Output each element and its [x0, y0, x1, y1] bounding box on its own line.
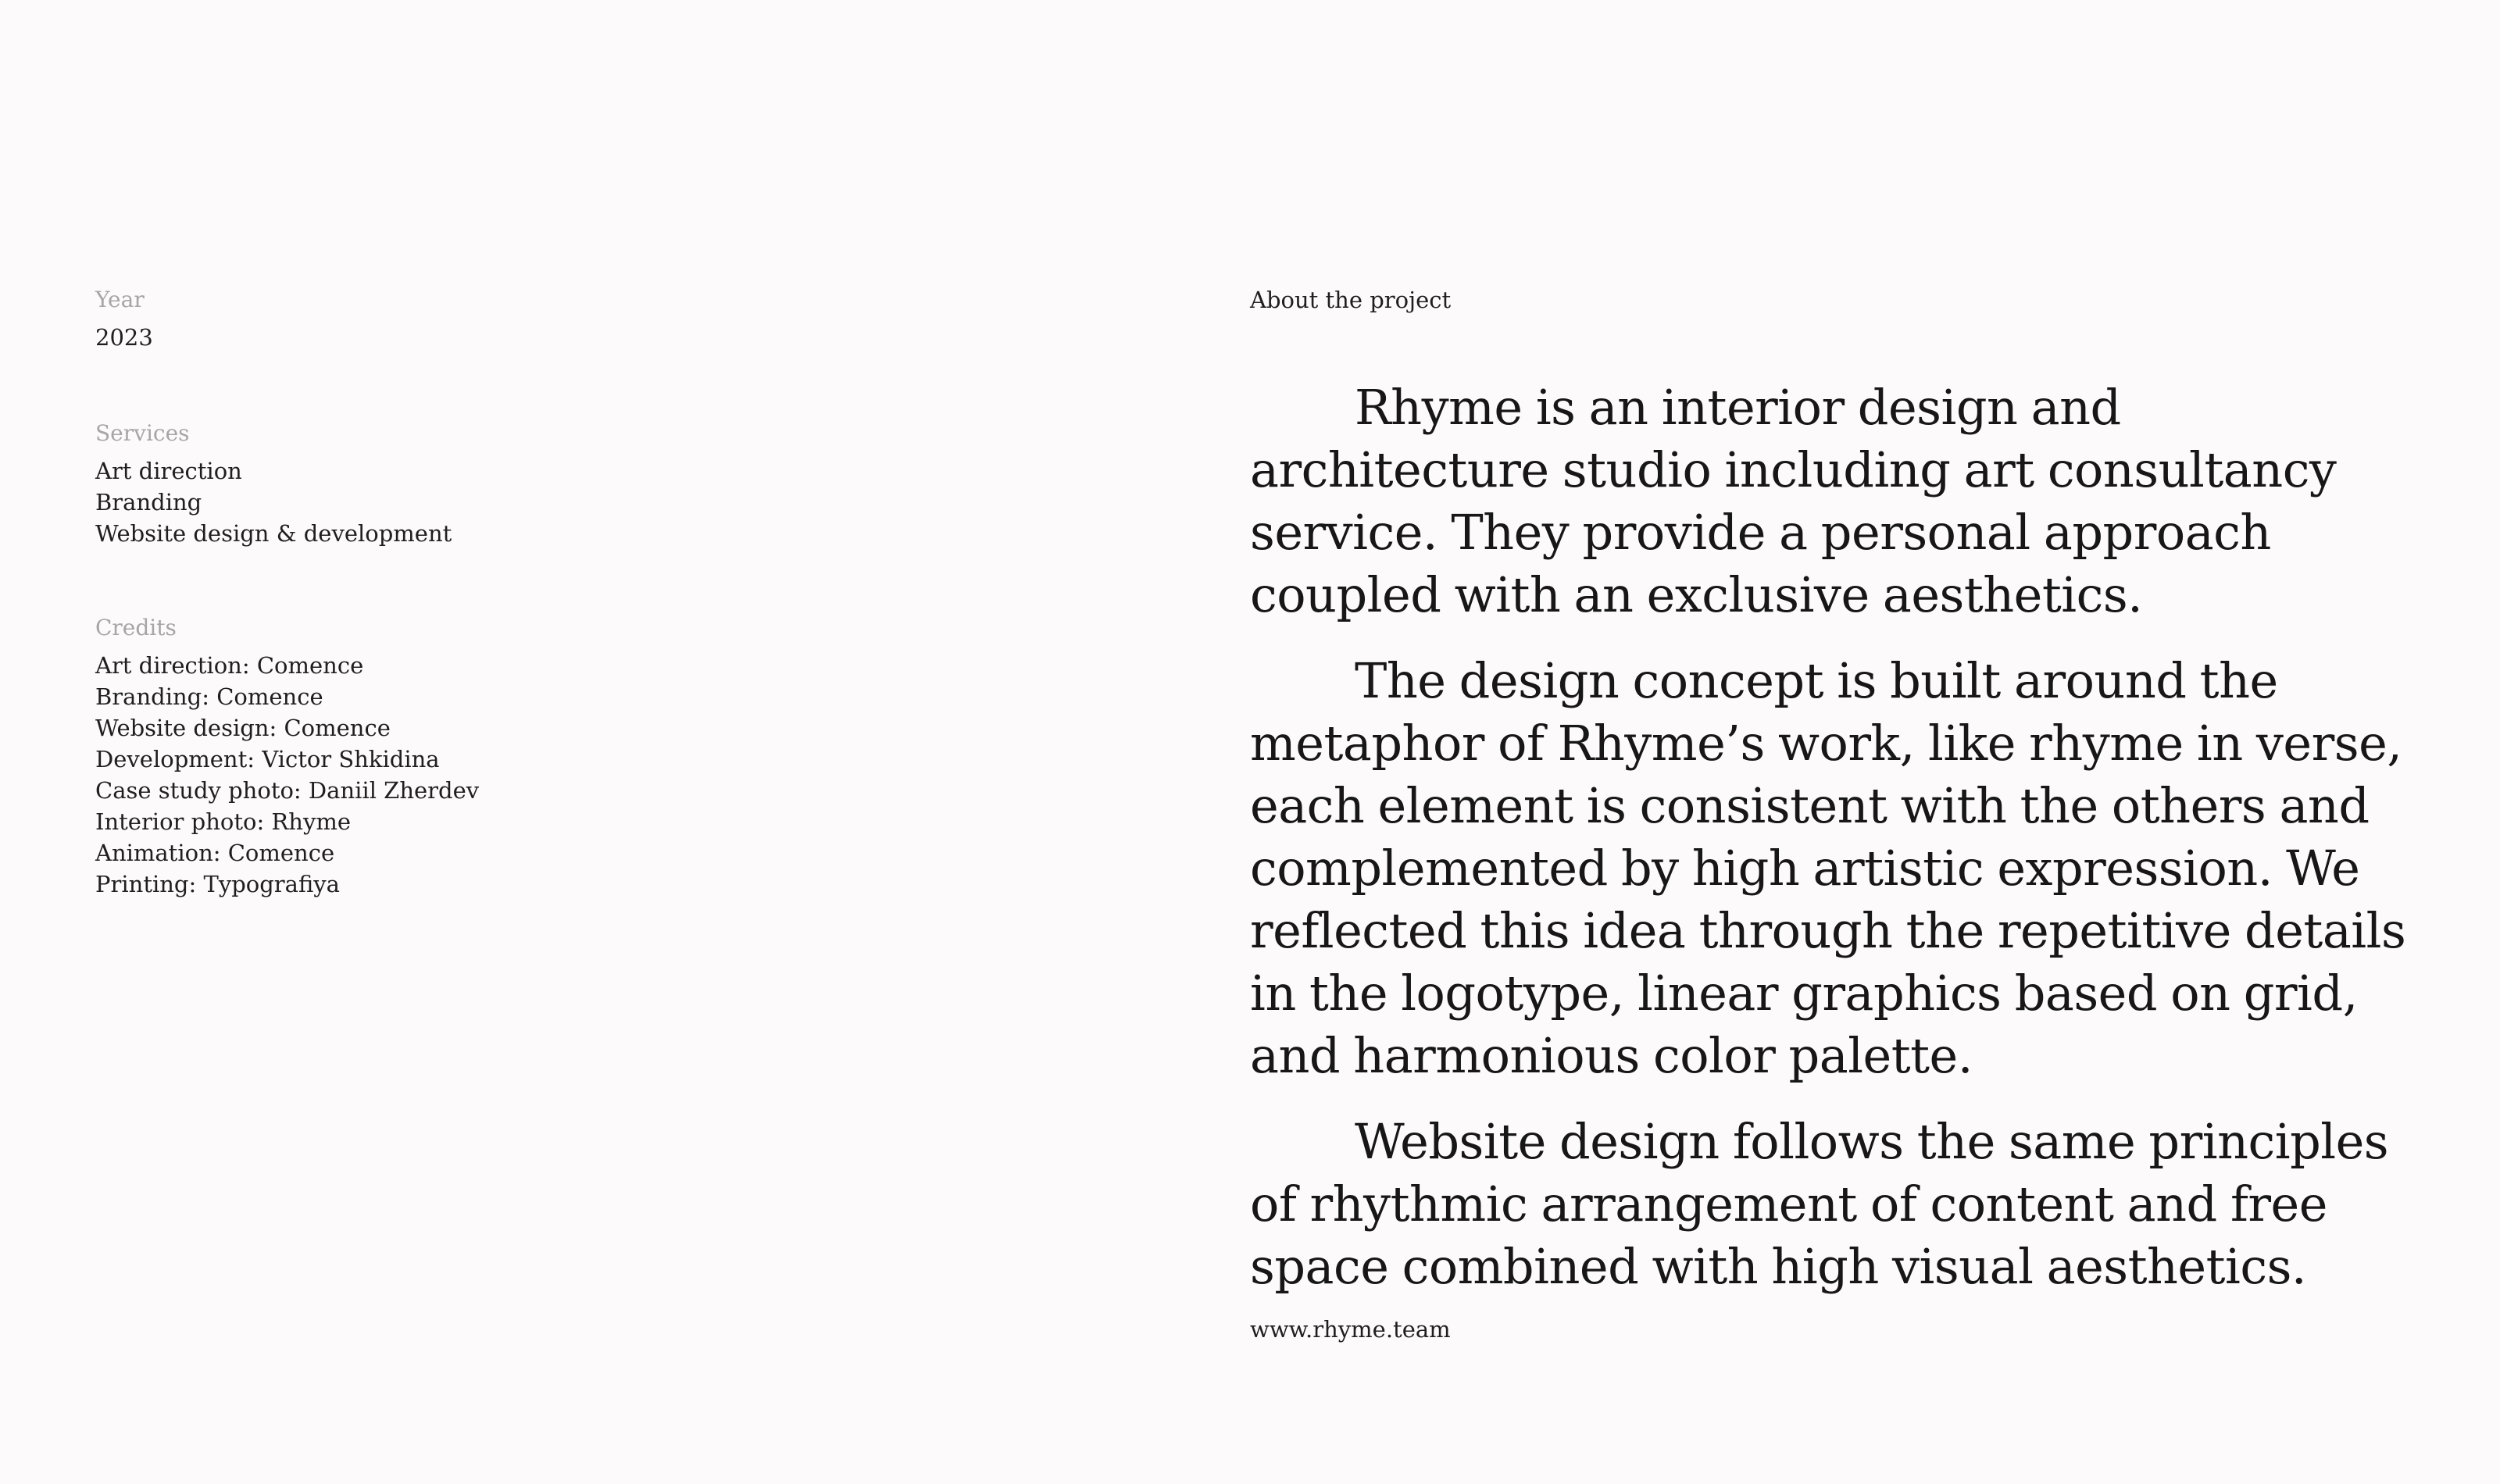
- about-paragraph: The design concept is built around the metaphor of Rhyme’s work, like rhyme in verse, each element is consistent with the others and complemented by high artistic expression. We reflected this idea through the repetitive details in the logotype, linear graphics based on grid, and harmonious color palette.: [1250, 652, 2406, 1084]
- website-link[interactable]: www.rhyme.team: [1250, 1316, 1451, 1343]
- credit-item: Interior photo: Rhyme: [95, 808, 351, 835]
- service-item: Branding: [95, 489, 202, 515]
- year-value: 2023: [95, 324, 153, 351]
- year-values: [95, 322, 153, 353]
- credit-item: Branding: Comence: [95, 683, 323, 710]
- credit-item: Printing: Typografiya: [95, 871, 340, 897]
- credits-label: Credits: [95, 615, 177, 640]
- credits-list: [95, 650, 479, 900]
- year-group: [95, 284, 153, 353]
- about-text: [1250, 376, 2422, 1298]
- services-list: [95, 455, 452, 549]
- about-label: About the project: [1250, 287, 1452, 313]
- about-section: [1250, 284, 2422, 1343]
- about-paragraph: Website design follows the same principles of rhythmic arrangement of content and free space combined with high visual aesthetics.: [1250, 1113, 2389, 1295]
- service-item: Website design & development: [95, 520, 452, 547]
- credits-group: [95, 612, 479, 900]
- credit-item: Animation: Comence: [95, 840, 335, 866]
- services-label: Services: [95, 420, 190, 446]
- credit-item: Website design: Comence: [95, 715, 391, 741]
- credit-item: Development: Victor Shkidina: [95, 746, 440, 772]
- credit-item: Case study photo: Daniil Zherdev: [95, 777, 480, 804]
- year-label: Year: [95, 287, 145, 312]
- credit-item: Art direction: Comence: [95, 652, 364, 679]
- about-paragraph: Rhyme is an interior design and architecture studio including art consultancy service. They provide a personal approach coupled with an exclusive aesthetics.: [1250, 379, 2337, 623]
- services-group: [95, 418, 452, 549]
- service-item: Art direction: [95, 458, 242, 484]
